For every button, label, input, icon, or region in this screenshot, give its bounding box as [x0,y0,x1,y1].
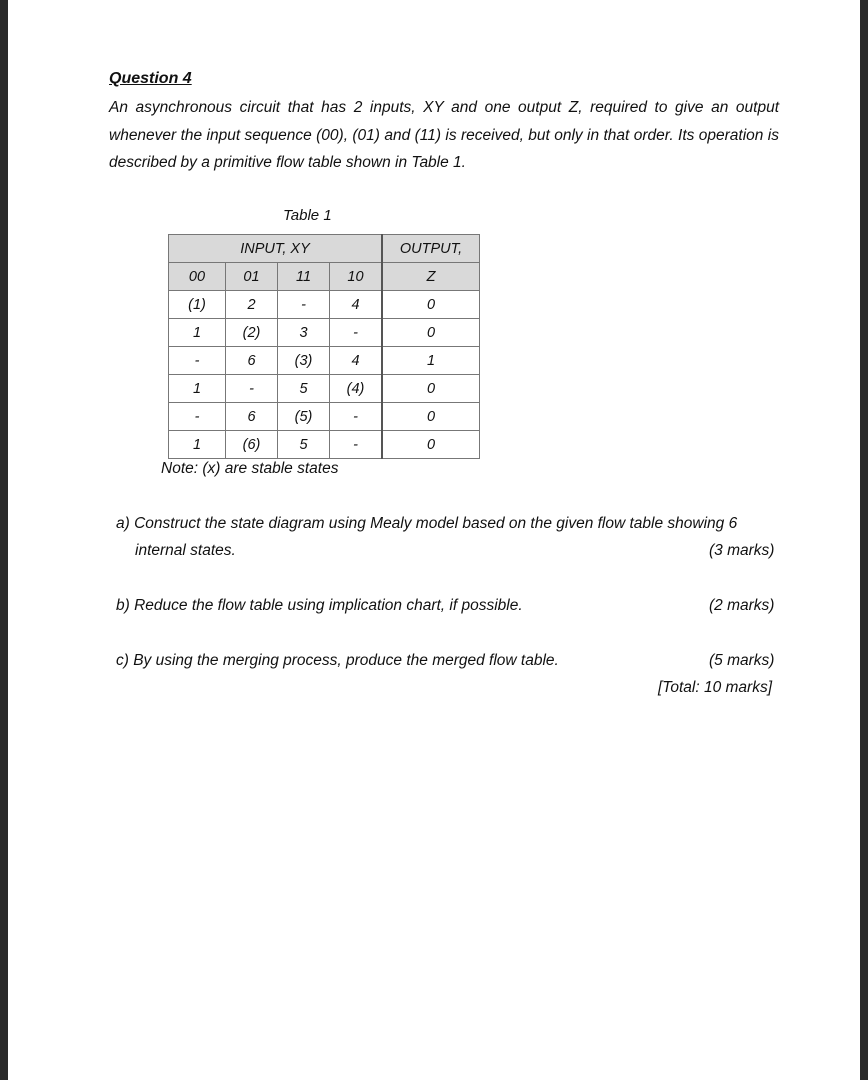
table-cell: 4 [330,347,383,375]
table-cell: (4) [330,375,383,403]
table-cell: - [169,403,226,431]
question-title: Question 4 [109,70,192,87]
table-cell: 1 [382,347,480,375]
table-cell: 1 [169,319,226,347]
question-intro: An asynchronous circuit that has 2 inputs, XY and one output Z, required to give an output whenever the input sequence (00), (01) and (11) is received, but only in that order. Its operation is described by a primitive flow table shown in Table 1. [109,99,779,171]
total-marks: [Total: 10 marks] [658,679,773,696]
table-cell: - [169,347,226,375]
table-cell: 2 [226,291,278,319]
part-a-marks: (3 marks) [709,542,775,559]
part-b-marks: (2 marks) [709,597,775,614]
output-header: OUTPUT, [382,235,480,263]
table-cell: 3 [278,319,330,347]
table-row [169,375,480,403]
column-header: Z [382,263,480,291]
column-header: 11 [278,263,330,291]
table-cell: 5 [278,375,330,403]
table-row [169,319,480,347]
table-cell: 0 [382,403,480,431]
part-a-continuation: internal states. [135,542,236,559]
table-cell: (2) [226,319,278,347]
table-row [169,291,480,319]
table-cell: - [330,319,383,347]
part-c-text: c) By using the merging process, produce the merged flow table. [116,652,559,669]
table-cell: - [330,431,383,459]
table-cell: 4 [330,291,383,319]
table-row [169,403,480,431]
table-cell: - [330,403,383,431]
table-cell: 0 [382,375,480,403]
table-cell: (1) [169,291,226,319]
part-b-text: b) Reduce the flow table using implication chart, if possible. [116,597,523,614]
column-header: 01 [226,263,278,291]
table-cell: 1 [169,375,226,403]
table-cell: (3) [278,347,330,375]
table-cell: - [226,375,278,403]
table-cell: 6 [226,403,278,431]
table-cell: (5) [278,403,330,431]
table-cell: - [278,291,330,319]
table-cell: 6 [226,347,278,375]
table-cell: 1 [169,431,226,459]
table-row [169,347,480,375]
table-row [169,431,480,459]
table-note: Note: (x) are stable states [161,460,339,477]
table-cell: (6) [226,431,278,459]
table-cell: 0 [382,431,480,459]
flow-table [168,234,480,459]
table-cell: 0 [382,319,480,347]
table-cell: 5 [278,431,330,459]
input-header: INPUT, XY [169,235,383,263]
table-cell: 0 [382,291,480,319]
table-caption: Table 1 [283,207,332,224]
column-header: 00 [169,263,226,291]
column-header: 10 [330,263,383,291]
document-page [8,0,860,1080]
part-a-text: a) Construct the state diagram using Mealy model based on the given flow table showing 6 [116,515,738,532]
part-c-marks: (5 marks) [709,652,775,669]
